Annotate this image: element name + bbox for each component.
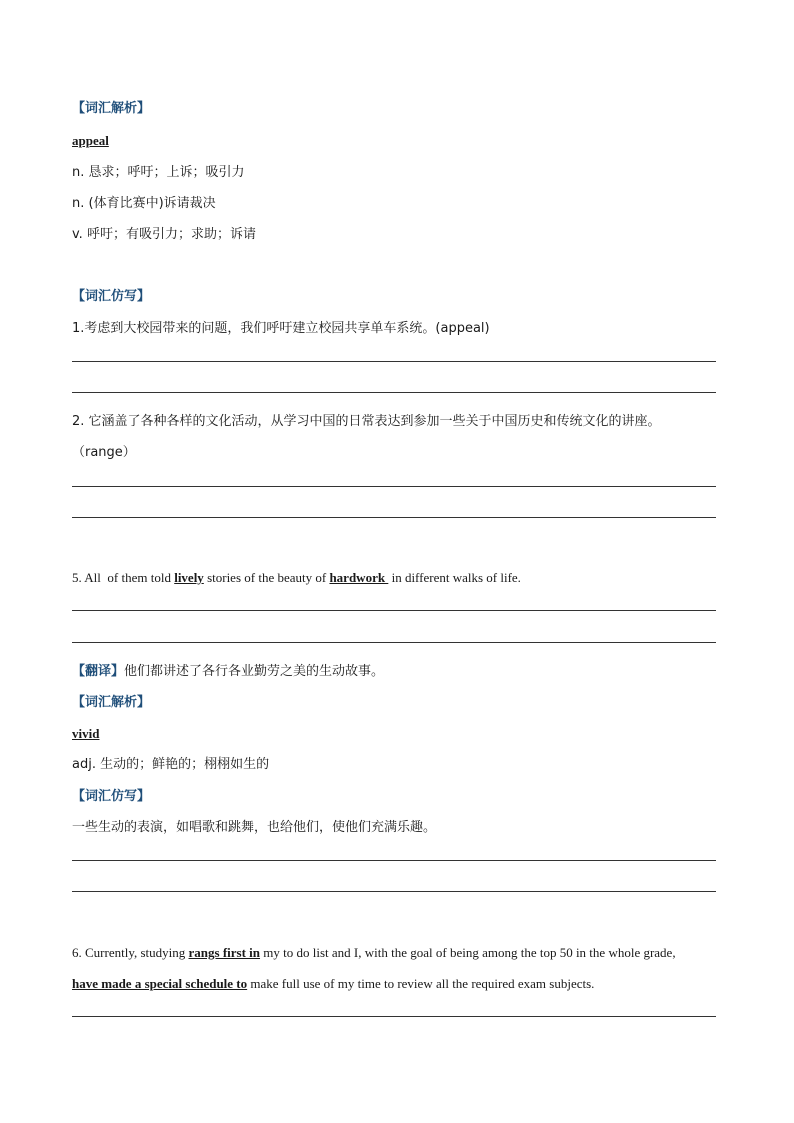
- answer-line[interactable]: [72, 486, 716, 487]
- question-vivid: 一些生动的表演，如唱歌和跳舞，也给他们，使他们充满乐趣。: [72, 820, 437, 835]
- vocab-imitation-heading: 【词汇仿写】: [72, 789, 151, 804]
- answer-line[interactable]: [72, 517, 716, 518]
- question-2-hint: （range）: [72, 445, 136, 460]
- vocab-imitation-heading: 【词汇仿写】: [72, 289, 151, 304]
- definition-line: adj. 生动的；鲜艳的；栩栩如生的: [72, 757, 270, 772]
- translation-label: 【翻译】: [72, 664, 125, 679]
- vocab-analysis-heading: 【词汇解析】: [72, 695, 151, 710]
- answer-line[interactable]: [72, 891, 716, 892]
- answer-line[interactable]: [72, 860, 716, 861]
- answer-line[interactable]: [72, 361, 716, 362]
- answer-line[interactable]: [72, 610, 716, 611]
- sentence-6-text: 6. Currently, studying: [72, 945, 189, 960]
- underlined-phrase: rangs first in: [188, 945, 261, 960]
- sentence-6-text: make full use of my time to review all the required exam subjects.: [247, 976, 595, 991]
- question-1: 1.考虑到大校园带来的问题，我们呼吁建立校园共享单车系统。(appeal): [72, 321, 490, 336]
- underlined-phrase: have made a special schedule to: [72, 976, 248, 991]
- translation-text: 他们都讲述了各行各业勤劳之美的生动故事。: [124, 664, 385, 679]
- vocab-analysis-heading: 【词汇解析】: [72, 101, 151, 116]
- sentence-5-text: in different walks of life.: [388, 570, 521, 585]
- sentence-5-text: stories of the beauty of: [203, 570, 330, 585]
- vocab-word-appeal: appeal: [72, 133, 109, 148]
- answer-line[interactable]: [72, 1016, 716, 1017]
- answer-line[interactable]: [72, 642, 716, 643]
- sentence-5-text: 5. All of them told: [72, 570, 175, 585]
- sentence-6-line-1: [72, 945, 676, 961]
- sentence-6-line-2: [72, 976, 594, 992]
- sentence-6-text: my to do list and I, with the goal of being among the top 50 in the whole grade,: [260, 945, 676, 960]
- translation-line: [72, 664, 384, 680]
- definition-line: v. 呼吁；有吸引力；求助；诉请: [72, 227, 256, 242]
- vocab-word-vivid: vivid: [72, 726, 100, 741]
- question-2: 2. 它涵盖了各种各样的文化活动，从学习中国的日常表达到参加一些关于中国历史和传统文化的讲座。: [72, 414, 661, 429]
- underlined-phrase: lively: [174, 570, 204, 585]
- answer-line[interactable]: [72, 392, 716, 393]
- underlined-phrase: hardwork: [329, 570, 389, 585]
- sentence-5: [72, 570, 521, 586]
- definition-line: n. 恳求；呼吁；上诉；吸引力: [72, 165, 245, 180]
- definition-line: n. (体育比赛中)诉请裁决: [72, 196, 216, 211]
